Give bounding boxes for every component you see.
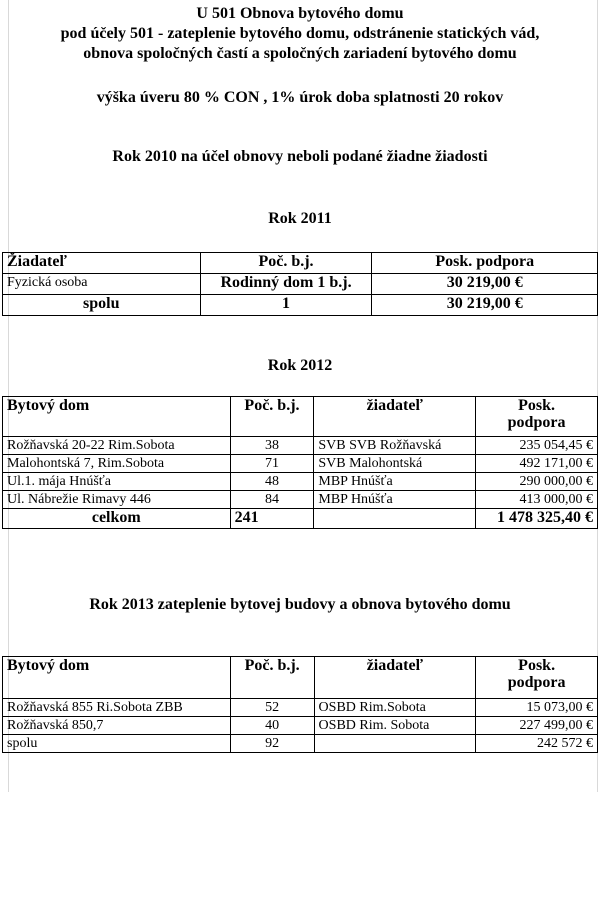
cell-applicant: Fyzická osoba: [3, 274, 201, 295]
table-row: Rožňavská 20-22 Rim.Sobota 38 SVB SVB Rožňavská 235 054,45 €: [3, 437, 598, 455]
table-row: Rožňavská 850,7 40 OSBD Rim. Sobota 227 499,00 €: [3, 717, 598, 735]
table-row: Malohontská 7, Rim.Sobota 71 SVB Malohontská 492 171,00 €: [3, 455, 598, 473]
year-2011-title: Rok 2011: [268, 210, 332, 227]
header-applicant: žiadateľ: [314, 397, 476, 437]
header-support: Posk. podpora: [372, 253, 598, 274]
table-2013: [2, 656, 598, 753]
header-applicant: Žiadateľ: [3, 253, 201, 274]
table-row: Ul.1. mája Hnúšťa 48 MBP Hnúšťa 290 000,00 €: [3, 473, 598, 491]
year-2012-title: Rok 2012: [267, 357, 333, 374]
total-support: 30 219,00 €: [372, 295, 598, 316]
header-support: Posk. podpora: [476, 397, 598, 437]
header-applicant: žiadateľ: [314, 657, 476, 699]
table-row: Ul. Nábrežie Rimavy 446 84 MBP Hnúšťa 413 000,00 €: [3, 491, 598, 509]
note-2010: Rok 2010 na účel obnovy neboli podané žiadne žiadosti: [112, 148, 488, 165]
year-2013-title: Rok 2013 zateplenie bytovej budovy a obnova bytového domu: [89, 596, 511, 613]
table-row: Rožňavská 855 Ri.Sobota ZBB 52 OSBD Rim.Sobota 15 073,00 €: [3, 699, 598, 717]
header-support: Posk. podpora: [476, 657, 598, 699]
total-row: celkom 241 1 478 325,40 €: [3, 509, 598, 529]
header-building: Bytový dom: [3, 657, 231, 699]
header-units: Poč. b.j.: [230, 657, 314, 699]
table-2012: [2, 396, 598, 529]
cell-support: 30 219,00 €: [372, 274, 598, 295]
header-purpose-cont: obnova spoločných častí a spoločných zariadení bytového domu: [83, 45, 517, 62]
total-units: 1: [200, 295, 372, 316]
header-title: U 501 Obnova bytového domu: [196, 5, 404, 22]
total-label: spolu: [3, 295, 201, 316]
total-row: spolu 92 242 572 €: [3, 735, 598, 753]
header-units: Poč. b.j.: [200, 253, 372, 274]
cell-units: Rodinný dom 1 b.j.: [200, 274, 372, 295]
loan-terms: výška úveru 80 % CON , 1% úrok doba splatnosti 20 rokov: [96, 89, 504, 106]
header-purpose: pod účely 501 - zateplenie bytového domu, odstránenie statických vád,: [60, 25, 540, 42]
table-2011: [2, 252, 598, 316]
header-building: Bytový dom: [3, 397, 231, 437]
header-units: Poč. b.j.: [230, 397, 314, 437]
